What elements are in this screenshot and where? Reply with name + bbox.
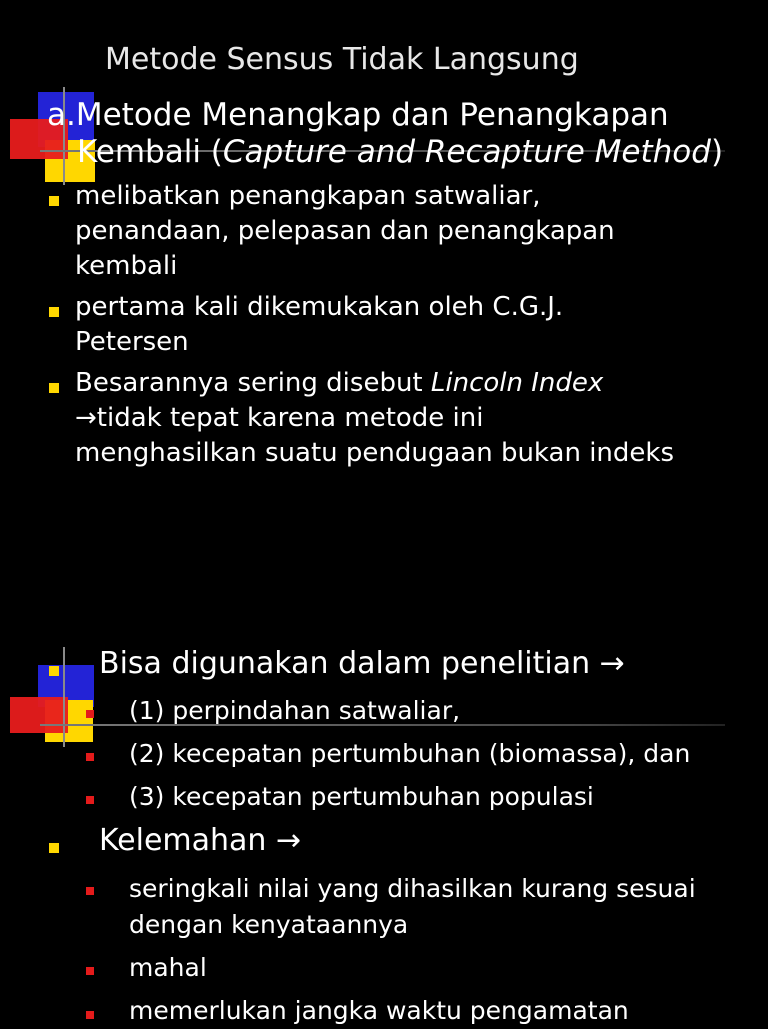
sub-bullet-icon <box>86 710 94 718</box>
section-heading <box>47 97 723 171</box>
page-title: Metode Sensus Tidak Langsung <box>105 42 579 77</box>
bullet-italic: Lincoln Index <box>430 368 604 398</box>
bullet-item: Kelemahan → <box>99 823 302 858</box>
sub-bullet-icon <box>86 796 94 804</box>
bullet-item <box>75 179 615 284</box>
sub-bullet-item: (2) kecepatan pertumbuhan (biomassa), dan <box>129 739 691 768</box>
sub-bullet-icon <box>86 967 94 975</box>
section-heading-line2 <box>47 134 723 171</box>
section-heading-line1: a.Metode Menangkap dan Penangkapan <box>47 97 669 133</box>
bullet-line: pertama kali dikemukakan oleh C.G.J. <box>75 292 564 322</box>
bullet-item <box>75 366 674 471</box>
sub-bullet-item: memerlukan jangka waktu pengamatan <box>129 996 629 1025</box>
bullet-item: Bisa digunakan dalam penelitian → <box>99 646 625 681</box>
sub-bullet-line: dengan kenyataannya <box>129 910 409 939</box>
sub-bullet-item: (3) kecepatan pertumbuhan populasi <box>129 782 594 811</box>
bullet-icon <box>49 666 59 676</box>
bullet-icon <box>49 307 59 317</box>
heading-text-end: ) <box>710 134 724 170</box>
heading-text: Kembali ( <box>77 134 223 170</box>
bullet-line: melibatkan penangkapan satwaliar, <box>75 181 541 211</box>
bullet-line: penandaan, pelepasan dan penangkapan <box>75 216 615 246</box>
heading-italic: Capture and Recapture Method <box>222 134 711 170</box>
sub-bullet-icon <box>86 887 94 895</box>
bullet-line: Petersen <box>75 327 189 357</box>
bullet-line: menghasilkan suatu pendugaan bukan indeks <box>75 438 675 468</box>
bullet-line: kembali <box>75 251 178 281</box>
bullet-text: Besarannya sering disebut <box>75 368 431 398</box>
sub-bullet-item: (1) perpindahan satwaliar, <box>129 696 461 725</box>
sub-bullet-line: seringkali nilai yang dihasilkan kurang sesuai <box>129 874 696 903</box>
bullet-icon <box>49 196 59 206</box>
bullet-icon <box>49 383 59 393</box>
sub-bullet-icon <box>86 753 94 761</box>
bullet-icon <box>49 843 59 853</box>
bullet-line <box>75 366 674 401</box>
sub-bullet-item <box>129 871 696 943</box>
sub-bullet-icon <box>86 1011 94 1019</box>
bullet-item <box>75 290 563 360</box>
bullet-line: →tidak tepat karena metode ini <box>75 403 484 433</box>
sub-bullet-item: mahal <box>129 953 207 982</box>
